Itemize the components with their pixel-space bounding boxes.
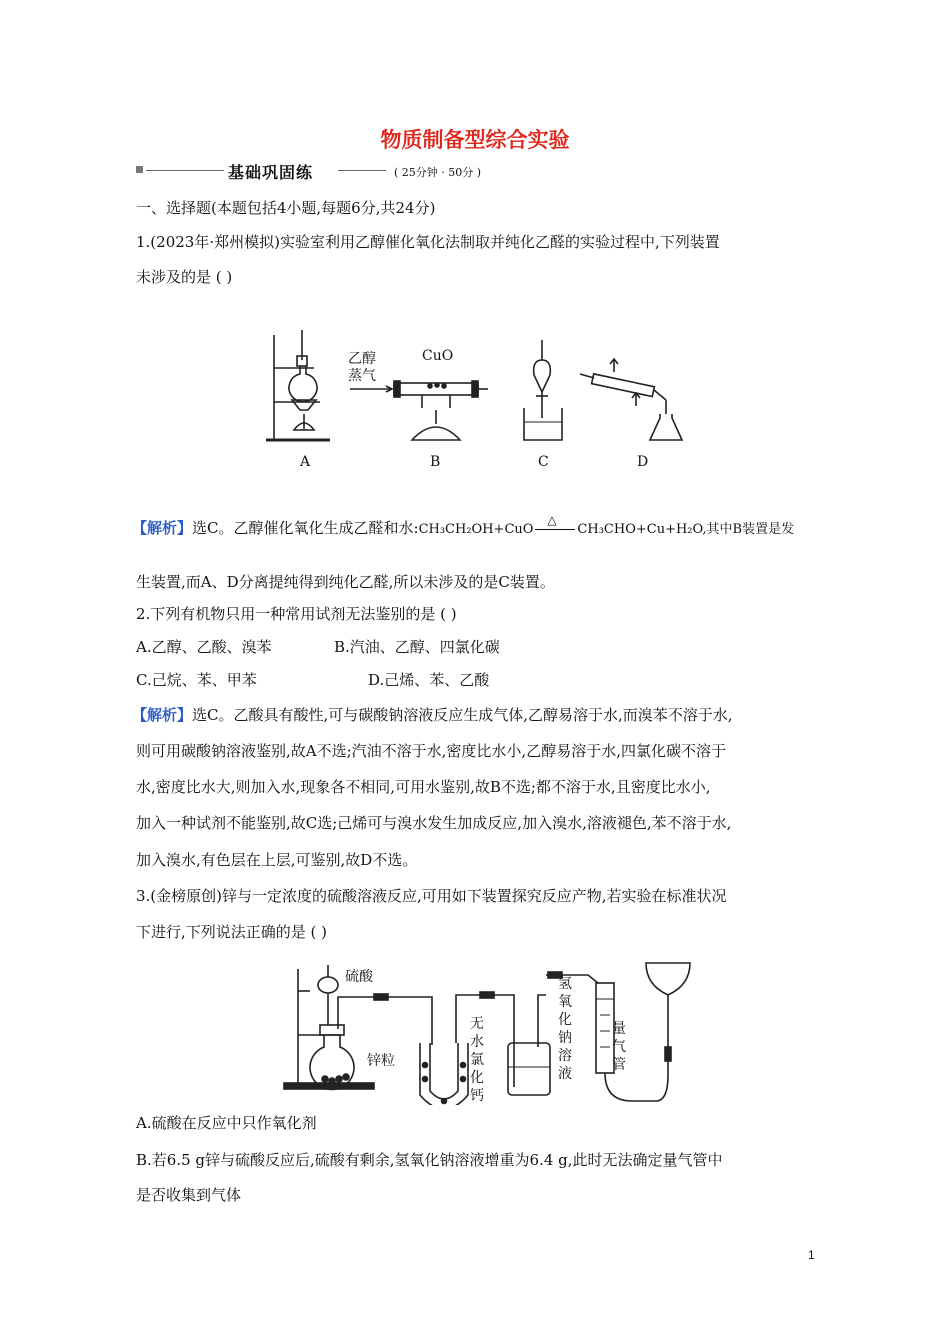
- option-c: C.己烷、苯、甲苯: [136, 671, 257, 689]
- apparatus-figure-2: [280, 955, 700, 1105]
- figure-text-cuo: CuO: [422, 348, 454, 364]
- question-3-option-a: A.硫酸在反应中只作氧化剂: [136, 1114, 317, 1132]
- option-b: B.汽油、乙醇、四氯化碳: [334, 638, 500, 656]
- page-number: 1: [808, 1248, 815, 1262]
- heat-condition: △: [547, 513, 557, 527]
- figure-text-zinc: 锌粒: [367, 1053, 395, 1069]
- section-label: 基础巩固练: [228, 163, 314, 182]
- figure-text-ethanol: 乙醇: [348, 351, 376, 367]
- divider: [146, 170, 224, 171]
- figure-text-cacl2: 无 水 氯 化 钙: [470, 1016, 484, 1104]
- figure-label-b: B: [430, 454, 441, 470]
- analysis-line: 加入一种试剂不能鉴别,故C选;己烯可与溴水发生加成反应,加入溴水,溶液褪色,苯不溶于水,: [136, 814, 732, 832]
- analysis-line: 加入溴水,有色层在上层,可鉴别,故D不选。: [136, 851, 418, 869]
- figure-text-sulfuric: 硫酸: [345, 969, 373, 985]
- question-3-stem: 3.(金榜原创)锌与一定浓度的硫酸溶液反应,可用如下装置探究反应产物,若实验在标准状况: [136, 887, 727, 905]
- figure-text-vapor: 蒸气: [348, 368, 376, 384]
- divider: [338, 170, 386, 171]
- section-header: [136, 160, 636, 182]
- analysis-tag: 【解析】: [132, 519, 193, 537]
- question-3-option-b-cont: 是否收集到气体: [136, 1186, 242, 1204]
- question-1-analysis: [132, 513, 795, 540]
- figure-label-d: D: [637, 454, 649, 470]
- question-2-analysis: [132, 705, 733, 725]
- question-1-stem-cont: 未涉及的是 ( ): [136, 268, 233, 286]
- analysis-text: 选C。乙酸具有酸性,可与碳酸钠溶液反应生成气体,乙醇易溶于水,而溴苯不溶于水,: [192, 706, 733, 724]
- analysis-tag: 【解析】: [132, 706, 193, 724]
- question-2-stem: 2.下列有机物只用一种常用试剂无法鉴别的是 ( ): [136, 605, 457, 623]
- apparatus-figure-1: [262, 330, 692, 450]
- question-3-option-b: B.若6.5 g锌与硫酸反应后,硫酸有剩余,氢氧化钠溶液增重为6.4 g,此时无法确定量气管中: [136, 1151, 723, 1169]
- option-a: A.乙醇、乙酸、溴苯: [136, 638, 272, 656]
- equation-left: CH₃CH₂OH+CuO: [418, 522, 534, 537]
- part-heading: 一、选择题(本题包括4小题,每题6分,共24分): [136, 199, 436, 217]
- option-d: D.己烯、苯、乙酸: [368, 671, 490, 689]
- equation-right: CH₃CHO+Cu+H₂O,其中B装置是发: [577, 522, 795, 537]
- page-title: 物质制备型综合实验: [380, 128, 570, 152]
- figure-text-naoh: 氢 氧 化 钠 溶 液: [558, 976, 572, 1082]
- section-time: ( 25分钟 · 50分 ): [394, 166, 482, 179]
- analysis-line: 则可用碳酸钠溶液鉴别,故A不选;汽油不溶于水,密度比水小,乙醇易溶于水,四氯化碳不溶于: [136, 742, 726, 760]
- analysis-text: 选C。乙醇催化氧化生成乙醛和水:: [192, 519, 419, 537]
- figure-text-gas-tube: 量 气 管: [612, 1021, 626, 1073]
- figure-label-a: A: [300, 454, 311, 470]
- reaction-arrow: [533, 513, 577, 536]
- question-1-analysis-cont: 生装置,而A、D分离提纯得到纯化乙醛,所以未涉及的是C装置。: [136, 573, 555, 591]
- analysis-line: 水,密度比水大,则加入水,现象各不相同,可用水鉴别,故B不选;都不溶于水,且密度比水小,: [136, 778, 711, 796]
- figure-label-c: C: [538, 454, 549, 470]
- question-1-stem: 1.(2023年·郑州模拟)实验室利用乙醇催化氧化法制取并纯化乙醛的实验过程中,下列装置: [136, 233, 720, 251]
- question-3-stem-cont: 下进行,下列说法正确的是 ( ): [136, 923, 328, 941]
- bullet-square: [136, 166, 143, 173]
